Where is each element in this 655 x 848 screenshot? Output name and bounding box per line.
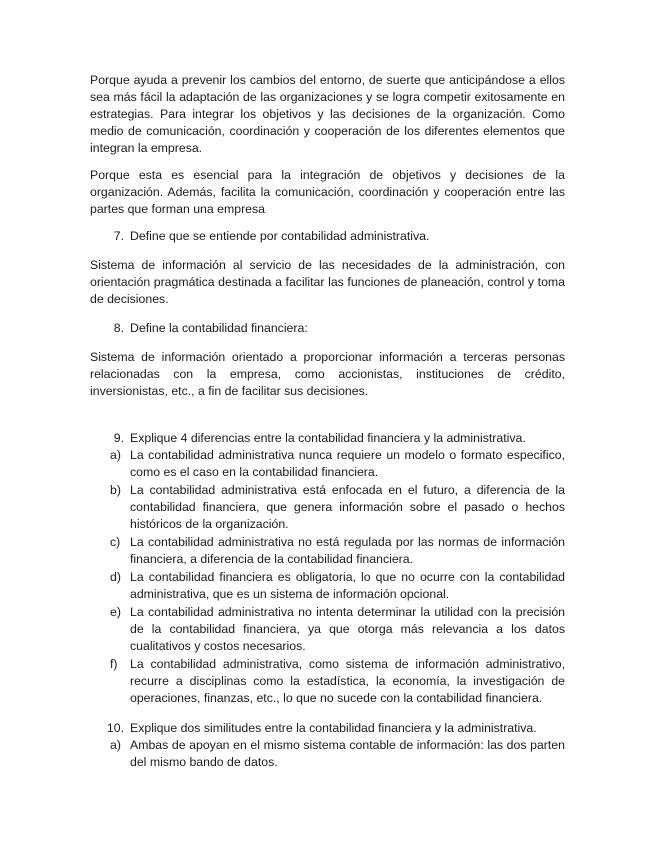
list-label: d) [110,570,121,584]
list-text: La contabilidad financiera es obligatoria, lo que no ocurre con la contabilidad administrativa, que es un sistema de información opcional. [130,570,565,601]
similarities-list [90,737,565,771]
list-label: a) [110,738,121,752]
answer-8: Sistema de información orientado a proporcionar información a terceras personas relacionadas con la empresa, como accionistas, instituciones de crédito, inversionistas, etc., a fin de facilitar sus decisiones. [90,350,565,398]
list-item [90,737,565,771]
question-text: Define que se entiende por contabilidad administrativa. [130,229,430,243]
list-label: a) [110,448,121,462]
document-page [90,72,565,772]
list-item [90,604,565,655]
question-number: 9. [113,431,124,445]
list-label: b) [110,483,121,497]
list-text: La contabilidad administrativa nunca requiere un modelo o formato especifico, como es el caso en la contabilidad financiera. [130,448,565,479]
question-number: 7. [113,229,124,243]
question-9 [90,430,565,447]
paragraph-planning-benefits: Porque ayuda a prevenir los cambios del entorno, de suerte que anticipándose a ellos sea más fácil la adaptación de las organizaciones y se logra competir exitosamente en estrategias. Para integrar los objetivos y las decisiones de la organización. Como medio de comunicación, coordinación y cooperación de los diferentes elementos que integran la empresa. [90,73,565,155]
paragraph-integration: Porque esta es esencial para la integración de objetivos y decisiones de la organización. Además, facilita la comunicación, coordinación y cooperación entre las partes que forman una empresa [90,168,565,216]
question-10 [90,720,565,737]
list-item [90,569,565,603]
list-item [90,447,565,481]
question-number: 8. [113,321,124,335]
question-number: 10. [106,721,124,735]
list-text: La contabilidad administrativa no intenta determinar la utilidad con la precisión de la contabilidad financiera, ya que otorga más relevancia a los datos cualitativos y costos necesarios. [130,605,565,653]
list-label: e) [110,605,121,619]
question-text: Explique 4 diferencias entre la contabilidad financiera y la administrativa. [130,431,526,445]
list-label: c) [110,535,121,549]
list-text: La contabilidad administrativa, como sistema de información administrativo, recurre a disciplinas como la estadística, la economía, la investigación de operaciones, finanzas, etc., lo que no sucede con la contabilidad financiera. [130,657,565,705]
question-7 [90,228,565,245]
list-item [90,534,565,568]
question-8 [90,320,565,337]
list-text: La contabilidad administrativa está enfocada en el futuro, a diferencia de la contabilidad financiera, que genera información sobre el pasado o hechos históricos de la organización. [130,483,565,531]
question-text: Define la contabilidad financiera: [130,321,308,335]
list-text: Ambas de apoyan en el mismo sistema contable de información: las dos parten del mismo bando de datos. [130,738,565,769]
list-item [90,656,565,707]
list-text: La contabilidad administrativa no está regulada por las normas de información financiera, a diferencia de la contabilidad financiera. [130,535,565,566]
differences-list [90,447,565,707]
question-text: Explique dos similitudes entre la contabilidad financiera y la administrativa. [130,721,537,735]
answer-7: Sistema de información al servicio de las necesidades de la administración, con orientación pragmática destinada a facilitar las funciones de planeación, control y toma de decisiones. [90,258,565,306]
list-label: f) [110,657,118,671]
list-item [90,482,565,533]
